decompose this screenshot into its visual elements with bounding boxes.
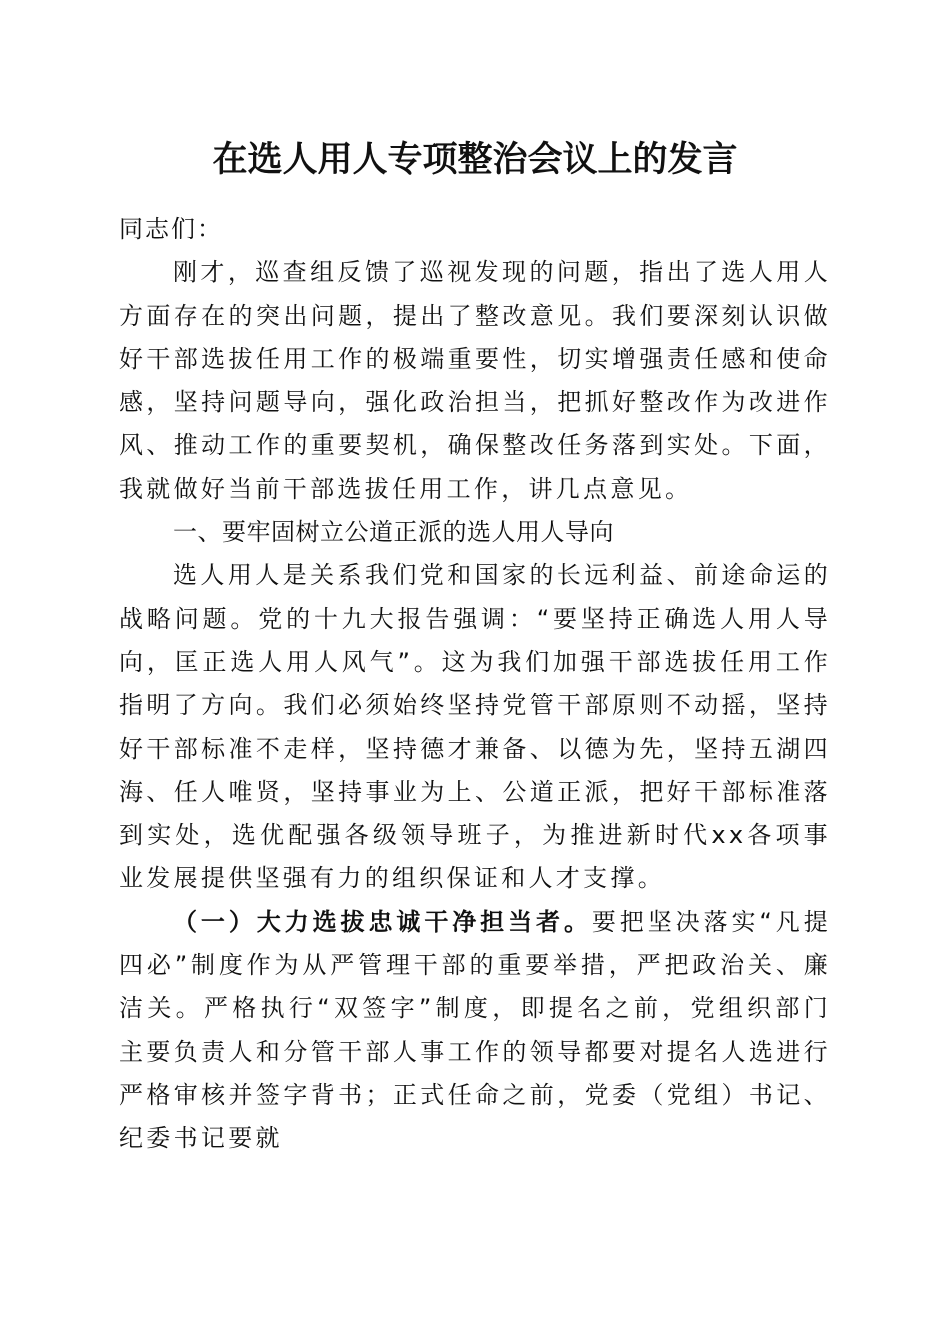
subsection-1-body: 要把坚决落实“凡提四必”制度作为从严管理干部的重要举措，严把政治关、廉洁关。严格执行“双签字”制度，即提名之前，党组织部门主要负责人和分管干部人事工作的领导都要对提名人选进行严格审核并签字背书；正式任命之前，党委（党组）书记、纪委书记要就 bbox=[119, 907, 832, 1153]
section-1-paragraph: 选人用人是关系我们党和国家的长远利益、前途命运的战略问题。党的十九大报告强调：“要坚持正确选人用人导向，匡正选人用人风气”。这为我们加强干部选拔任用工作指明了方向。我们必须始终坚持党管干部原则不动摇，坚持好干部标准不走样，坚持德才兼备、以德为先，坚持五湖四海、任人唯贤，坚持事业为上、公道正派，把好干部标准落到实处，选优配强各级领导班子，为推进新时代xx各项事业发展提供坚强有力的组织保证和人才支撑。 bbox=[119, 561, 831, 893]
subsection-1-paragraph bbox=[119, 901, 831, 1161]
section-heading-1: 一、要牢固树立公道正派的选人用人导向 bbox=[173, 518, 614, 547]
document-title: 在选人用人专项整治会议上的发言 bbox=[212, 139, 738, 180]
intro-paragraph: 刚才，巡查组反馈了巡视发现的问题，指出了选人用人方面存在的突出问题，提出了整改意见。我们要深刻认识做好干部选拔任用工作的极端重要性，切实增强责任感和使命感，坚持问题导向，强化政治担当，把抓好整改作为改进作风、推动工作的重要契机，确保整改任务落到实处。下面，我就做好当前干部选拔任用工作，讲几点意见。 bbox=[119, 258, 831, 503]
subsection-heading-1: （一）大力选拔忠诚干净担当者。 bbox=[173, 907, 592, 936]
greeting: 同志们： bbox=[119, 215, 223, 243]
document-body bbox=[119, 208, 831, 1161]
